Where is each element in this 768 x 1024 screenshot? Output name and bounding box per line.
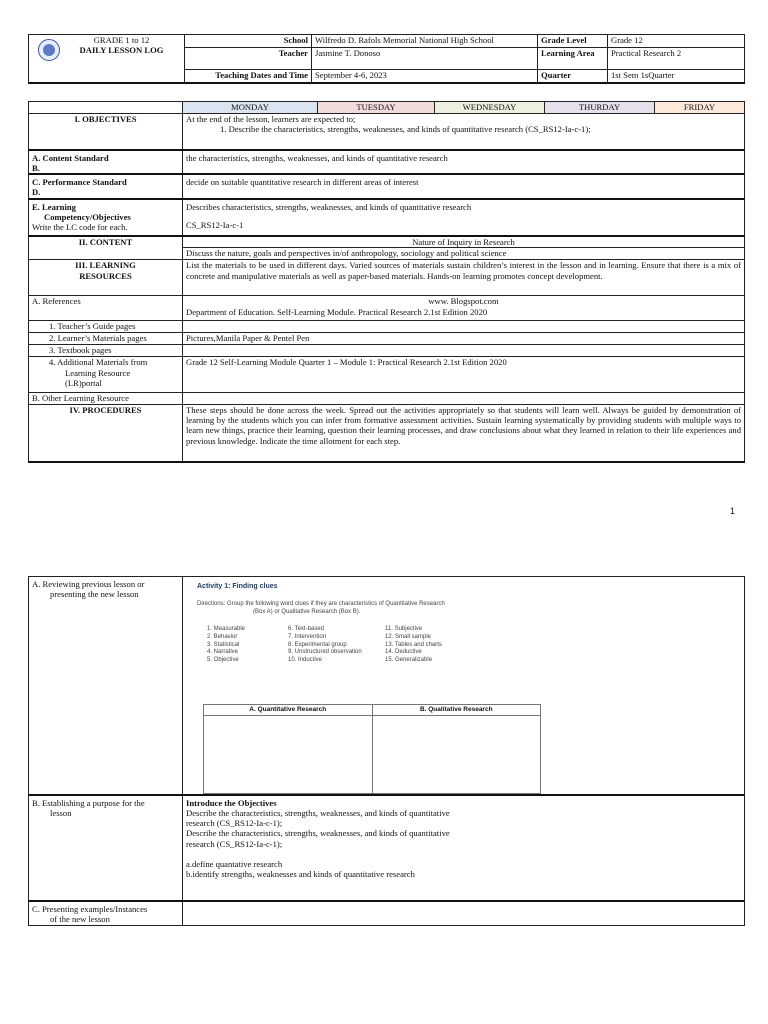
lr-portal-label-1: 4. Additional Materials from [49, 357, 148, 368]
lr-portal-label-3: (LR)portal [65, 377, 102, 388]
activity-card [183, 577, 744, 793]
content-label: II. CONTENT [29, 236, 183, 260]
presenting-examples-label [29, 901, 183, 926]
activity-title: Activity 1: Finding clues [197, 583, 278, 590]
day-tuesday: TUESDAY [318, 102, 435, 114]
grade-level-value: Grade 12 [608, 35, 745, 48]
learning-resources-label [29, 260, 183, 296]
objective-paragraph-2-cont: research (CS_RS12-Ia-c-1); [186, 838, 283, 849]
header-table [28, 34, 745, 84]
establishing-purpose-label [29, 795, 183, 901]
content-standard-label-a: A. Content Standard [32, 152, 109, 163]
clue-item: 2. Behavior [207, 633, 238, 640]
content-topic: Nature of Inquiry in Research [183, 236, 745, 248]
box-b [373, 705, 541, 793]
other-resource-value [183, 393, 745, 404]
clue-sort-table [203, 704, 541, 794]
procedures-section [28, 576, 745, 926]
objective-paragraph-1-cont: research (CS_RS12-Ia-c-1); [186, 818, 283, 829]
objectives-item: 1. Describe the characteristics, strengths, weaknesses, and kinds of quantitative research (CS_RS12-Ia-c-1); [220, 124, 591, 135]
content-standard-value: the characteristics, strengths, weaknesses, and kinds of quantitative research [183, 150, 745, 175]
box-b-header: B. Qualitative Research [373, 705, 541, 716]
competency-label [29, 199, 183, 236]
reviewing-lesson-label-1: A. Reviewing previous lesson or [32, 579, 145, 589]
content-standard-label-b: B. [32, 162, 40, 173]
other-resource-label: B. Other Learning Resource [29, 393, 183, 404]
school-value: Wilfredo D. Rafols Memorial National High School [312, 35, 538, 48]
objective-paragraph-1: Describe the characteristics, strengths, weaknesses, and kinds of quantitative [186, 807, 450, 818]
tg-pages-label: 1. Teacher’s Guide pages [29, 321, 183, 333]
quarter-value: 1st Sem 1sQuarter [608, 70, 745, 83]
establishing-purpose-label-1: B. Establishing a purpose for the [32, 797, 145, 808]
lr-portal-label-2: Learning Resource [65, 367, 131, 378]
references-website: www. Blogspot.com [428, 296, 499, 307]
activity-directions-2: (Box A) or Qualitative Research (Box B). [253, 609, 361, 615]
performance-standard-label [29, 174, 183, 199]
grade-range: GRADE 1 to 12 [93, 35, 150, 45]
learning-area-label: Learning Area [538, 48, 608, 70]
lm-pages-value: Pictures,Manila Paper & Pentel Pen [183, 333, 745, 345]
learning-resources-label-1: III. LEARNING [75, 260, 136, 271]
competency-label-e: E. Learning [32, 201, 76, 212]
school-label: School [185, 35, 312, 48]
competency-code: CS_RS12-Ia-c-1 [186, 220, 244, 231]
competency-note: Write the LC code for each. [32, 222, 128, 233]
clue-item: 15. Generalizable [385, 657, 433, 664]
header-logo-cell [29, 35, 185, 83]
references-label: A. References [29, 296, 183, 321]
activity-cell [183, 577, 745, 795]
clue-item: 4. Narrative [207, 649, 239, 656]
reviewing-lesson-label-2: presenting the new lesson [50, 589, 139, 600]
references-module: Department of Education. Self-Learning Module. Practical Research 2.1st Edition 2020 [186, 306, 488, 317]
establishing-purpose-value [183, 795, 745, 901]
performance-standard-label-c: C. Performance Standard [32, 177, 127, 188]
content-description: Discuss the nature, goals and perspectives in/of anthropology, sociology and political science [183, 248, 745, 260]
day-wednesday: WEDNESDAY [435, 102, 545, 114]
day-thursday: THURDAY [545, 102, 655, 114]
page-number: 1 [730, 506, 736, 516]
tb-pages-label: 3. Textbook pages [29, 345, 183, 357]
objective-paragraph-2: Describe the characteristics, strengths, weaknesses, and kinds of quantitative [186, 828, 450, 839]
grade-level-label: Grade Level [538, 35, 608, 48]
content-standard-label [29, 150, 183, 175]
clue-item: 14. Deductive [385, 649, 422, 656]
clue-column-3 [385, 626, 442, 665]
tg-pages-value [183, 321, 745, 333]
learning-area-value: Practical Research 2 [608, 48, 745, 70]
objectives-value [183, 114, 745, 150]
days-blank-cell [29, 102, 183, 114]
box-a [204, 705, 373, 793]
clue-item: 8. Experimental group [288, 641, 347, 648]
tb-pages-value [183, 345, 745, 357]
procedures-label: IV. PROCEDURES [29, 404, 183, 462]
objectives-intro: At the end of the lesson, learners are expected to; [186, 114, 356, 124]
clue-item: 3. Statistical [207, 641, 240, 648]
quarter-label: Quarter [538, 70, 608, 83]
lesson-log-table [28, 101, 745, 463]
presenting-examples-label-2: of the new lesson [50, 913, 110, 924]
objective-b: b.identify strengths, weaknesses and kinds of quantitative research [186, 869, 415, 880]
clue-item: 10. Inductive [288, 657, 323, 664]
teacher-label: Teacher [185, 48, 312, 70]
lr-portal-label [29, 357, 183, 393]
performance-standard-label-d: D. [32, 187, 41, 198]
presenting-examples-value [183, 901, 745, 926]
competency-label-e2: Competency/Objectives [44, 212, 131, 223]
competency-value [183, 199, 745, 236]
log-title: DAILY LESSON LOG [79, 45, 164, 56]
lesson-log-section [28, 101, 745, 463]
box-a-header: A. Quantitative Research [204, 705, 372, 716]
performance-standard-value: decide on suitable quantitative research in different areas of interest [183, 174, 745, 199]
deped-seal-icon [38, 39, 60, 61]
objective-a: a.define quantative research [186, 859, 283, 870]
day-monday: MONDAY [183, 102, 318, 114]
clue-item: 12. Small sample [385, 633, 432, 640]
teacher-value: Jasmine T. Donoso [312, 48, 538, 70]
learning-resources-value: List the materials to be used in different days. Varied sources of materials sustain children’s interest in the lesson and in learning. Ensure that there is a mix of concrete and manipulative materials as well as paper-based materials. Hands-on learning promotes concept development. [183, 260, 745, 296]
clue-item: 11. Subjective [385, 626, 423, 632]
dates-label: Teaching Dates and Time [185, 70, 312, 83]
references-value [183, 296, 745, 321]
lm-pages-label: 2. Learner’s Materials pages [29, 333, 183, 345]
clue-column-1 [207, 626, 245, 665]
header-section [28, 34, 745, 84]
learning-resources-label-2: RESOURCES [79, 270, 132, 281]
establishing-purpose-label-2: lesson [50, 807, 72, 818]
introduce-objectives-heading: Introduce the Objectives [186, 797, 277, 808]
clue-item: 13. Tables and charts [385, 641, 442, 648]
activity-directions-1: Directions: Group the following word clues if they are characteristics of Quantitative Research [197, 601, 445, 607]
clue-item: 1. Measurable [207, 626, 246, 632]
day-friday: FRIDAY [655, 102, 745, 114]
presenting-examples-label-1: C. Presenting examples/Instances [32, 903, 148, 914]
clue-item: 5. Objective [207, 657, 239, 664]
clue-item: 7. Intervention [288, 633, 327, 640]
reviewing-lesson-label [29, 577, 183, 795]
procedures-value: These steps should be done across the week. Spread out the activities appropriately so that students will learn well. Always be guided by demonstration of learning by the students which you can infer from formative assessment activities. Sustain learning systematically by providing students with multiple ways to learn new things, practice their learning, question their learning processes, and draw conclusions about what they learned in relation to their life experiences and previous knowledge. Indicate the time allotment for each step. [183, 404, 745, 462]
clue-item: 6. Text-based [288, 626, 324, 632]
clue-column-2 [288, 626, 362, 665]
procedures-table [28, 576, 745, 926]
lr-portal-value: Grade 12 Self-Learning Module Quarter 1 – Module 1: Practical Research 2.1st Edition 2020 [183, 357, 745, 393]
competency-text: Describes characteristics, strengths, weaknesses, and kinds of quantitative research [186, 201, 472, 212]
clue-item: 9. Unstructured observation [288, 649, 362, 656]
dates-value: September 4-6, 2023 [312, 70, 538, 83]
objectives-label: I. OBJECTIVES [29, 114, 183, 150]
